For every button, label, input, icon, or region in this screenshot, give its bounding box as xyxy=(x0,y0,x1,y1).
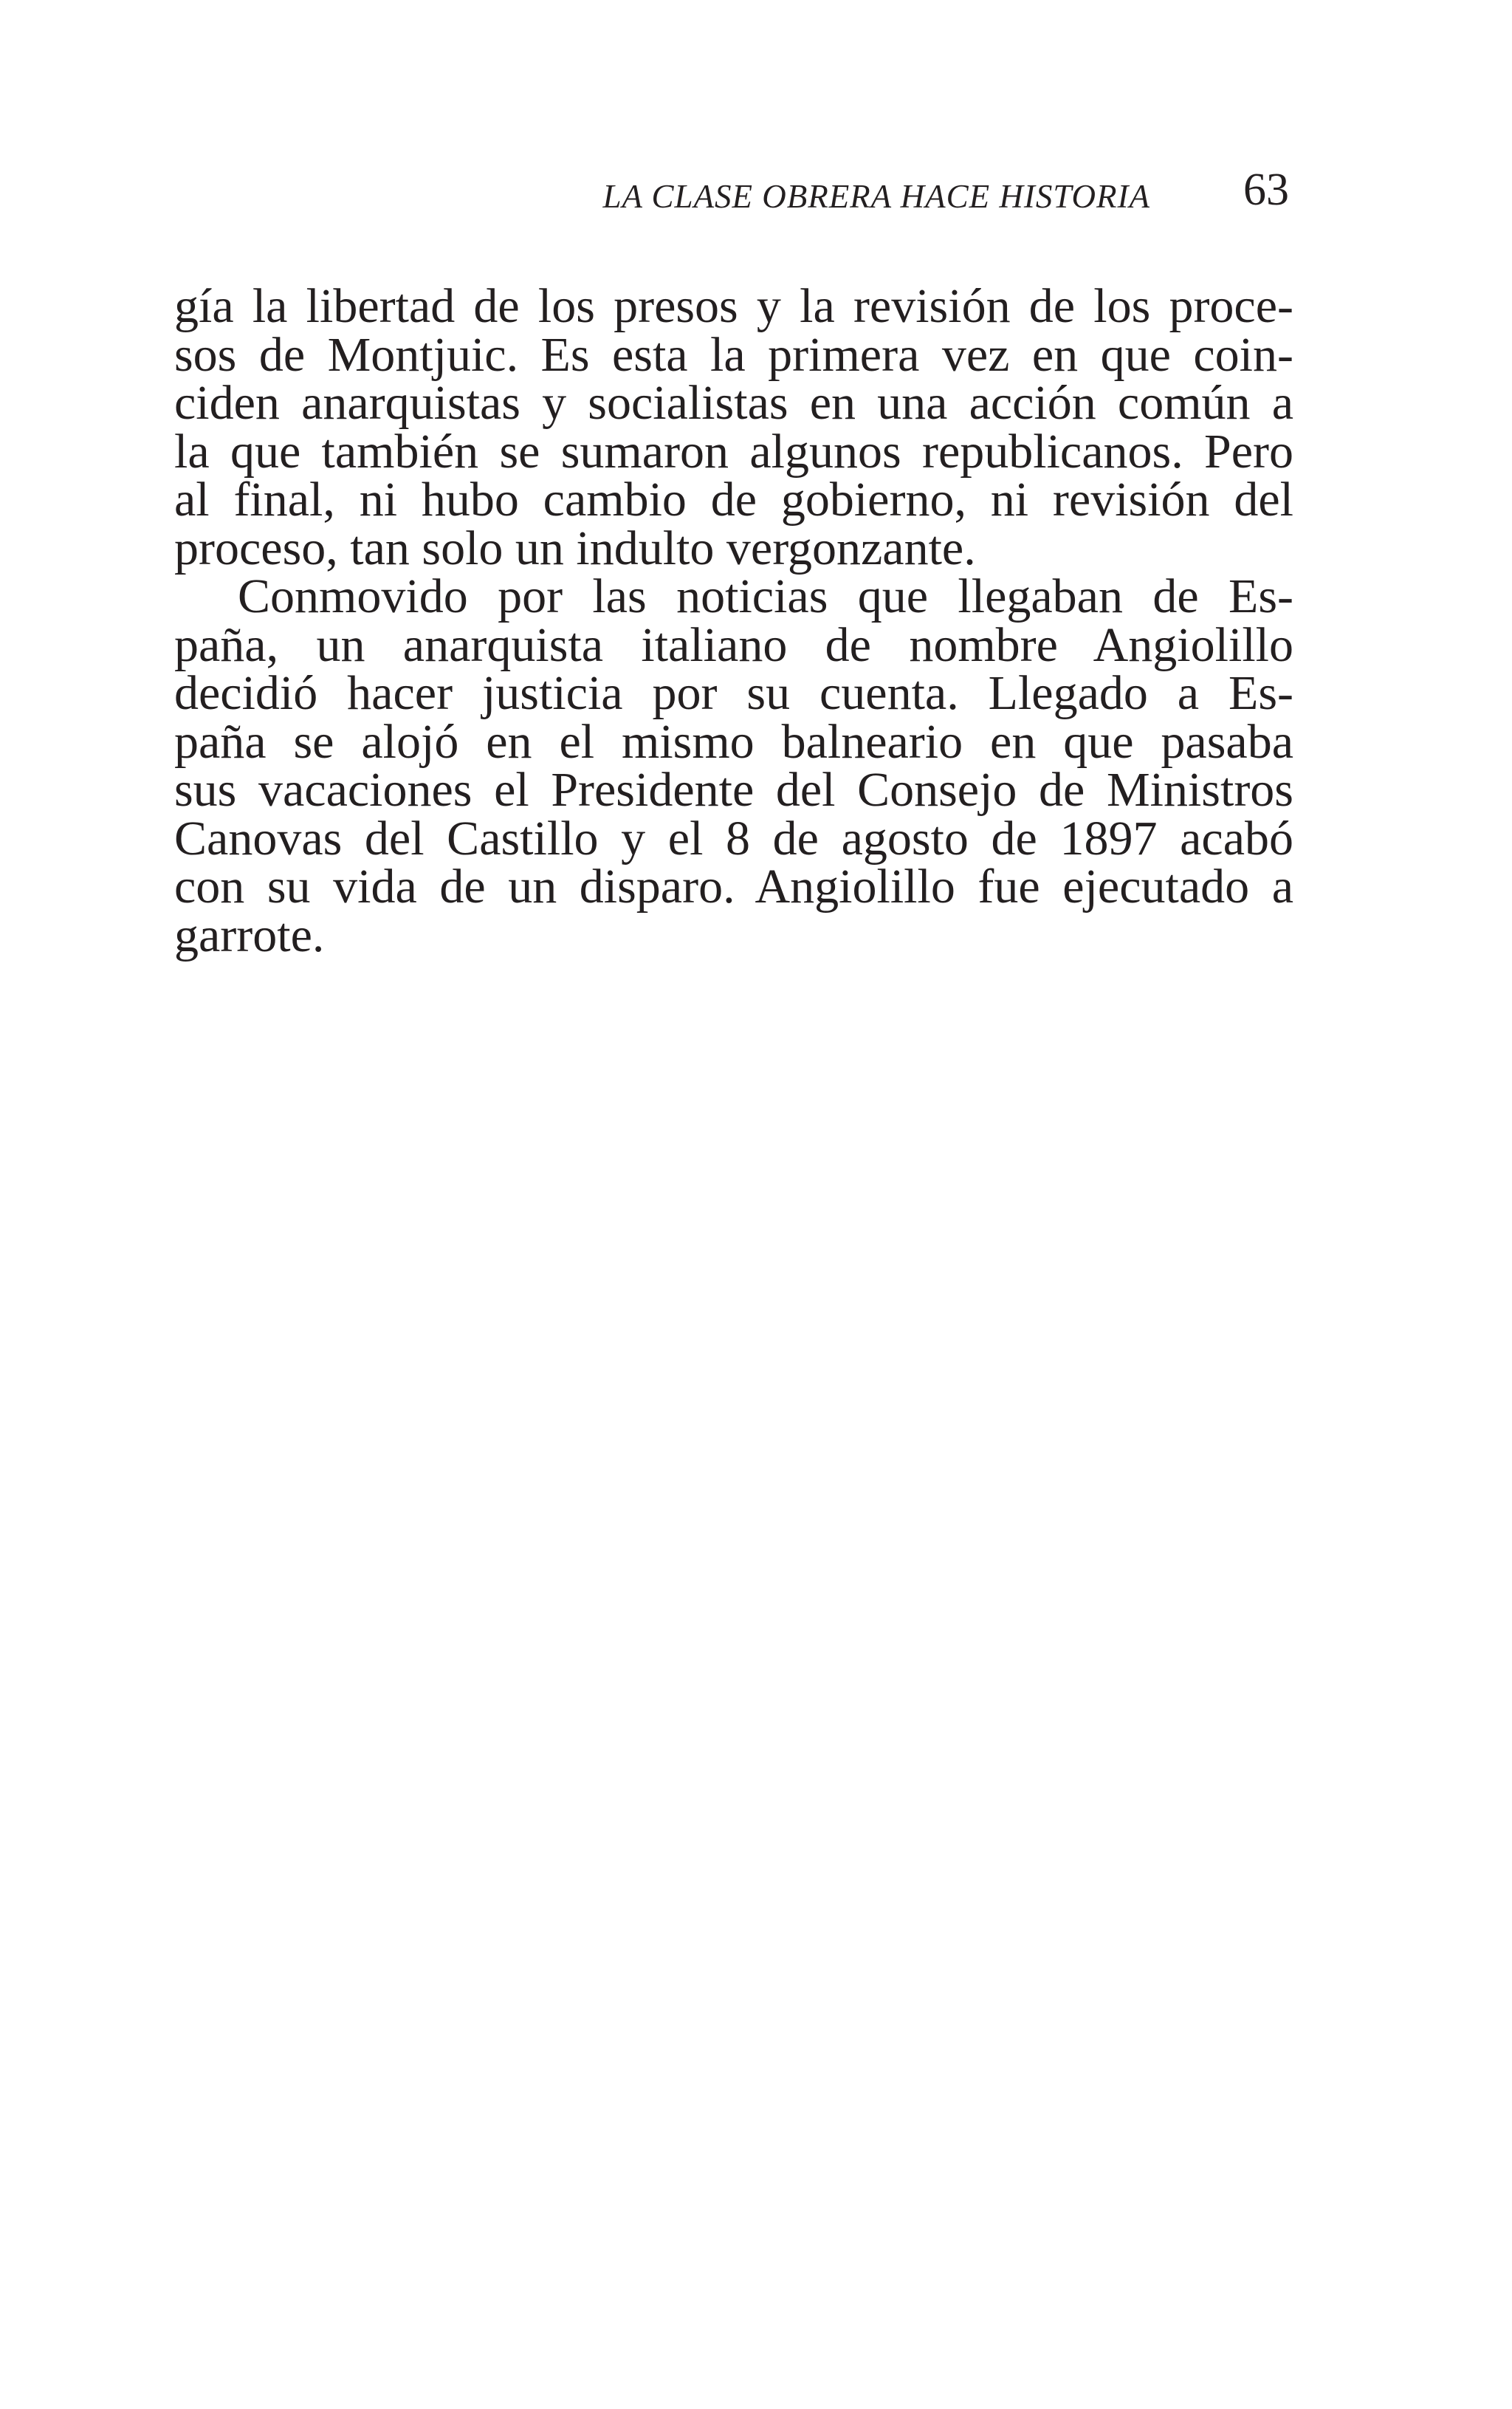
running-head xyxy=(174,164,1293,223)
text-line: la que también se sumaron algunos republicanos. Pero xyxy=(174,424,1293,479)
text-line: Canovas del Castillo y el 8 de agosto de 1897 acabó xyxy=(174,811,1293,866)
text-line: proceso, tan solo un indulto vergonzante. xyxy=(174,521,976,575)
text-line: ciden anarquistas y socialistas en una acción común a xyxy=(174,376,1293,430)
text-line: con su vida de un disparo. Angiolillo fue ejecutado a xyxy=(174,860,1293,914)
text-line: sos de Montjuic. Es esta la primera vez en que coin- xyxy=(174,327,1293,382)
text-line: sus vacaciones el Presidente del Consejo de Ministros xyxy=(174,763,1293,817)
paragraph-2 xyxy=(174,569,1293,962)
text-line: paña, un anarquista italiano de nombre Angiolillo xyxy=(174,617,1293,672)
text-line: gía la libertad de los presos y la revisión de los proce- xyxy=(174,279,1293,333)
text-line: al final, ni hubo cambio de gobierno, ni revisión del xyxy=(174,473,1293,527)
body-text xyxy=(174,279,1293,962)
running-title: LA CLASE OBRERA HACE HISTORIA xyxy=(602,178,1150,215)
paragraph-1 xyxy=(174,279,1293,575)
text-line: Conmovido por las noticias que llegaban de Es- xyxy=(238,569,1293,623)
text-line: decidió hacer justicia por su cuenta. Llegado a Es- xyxy=(174,666,1293,720)
text-line: paña se alojó en el mismo balneario en que pasaba xyxy=(174,714,1293,769)
text-line: garrote. xyxy=(174,908,325,962)
page-number: 63 xyxy=(1243,165,1289,215)
